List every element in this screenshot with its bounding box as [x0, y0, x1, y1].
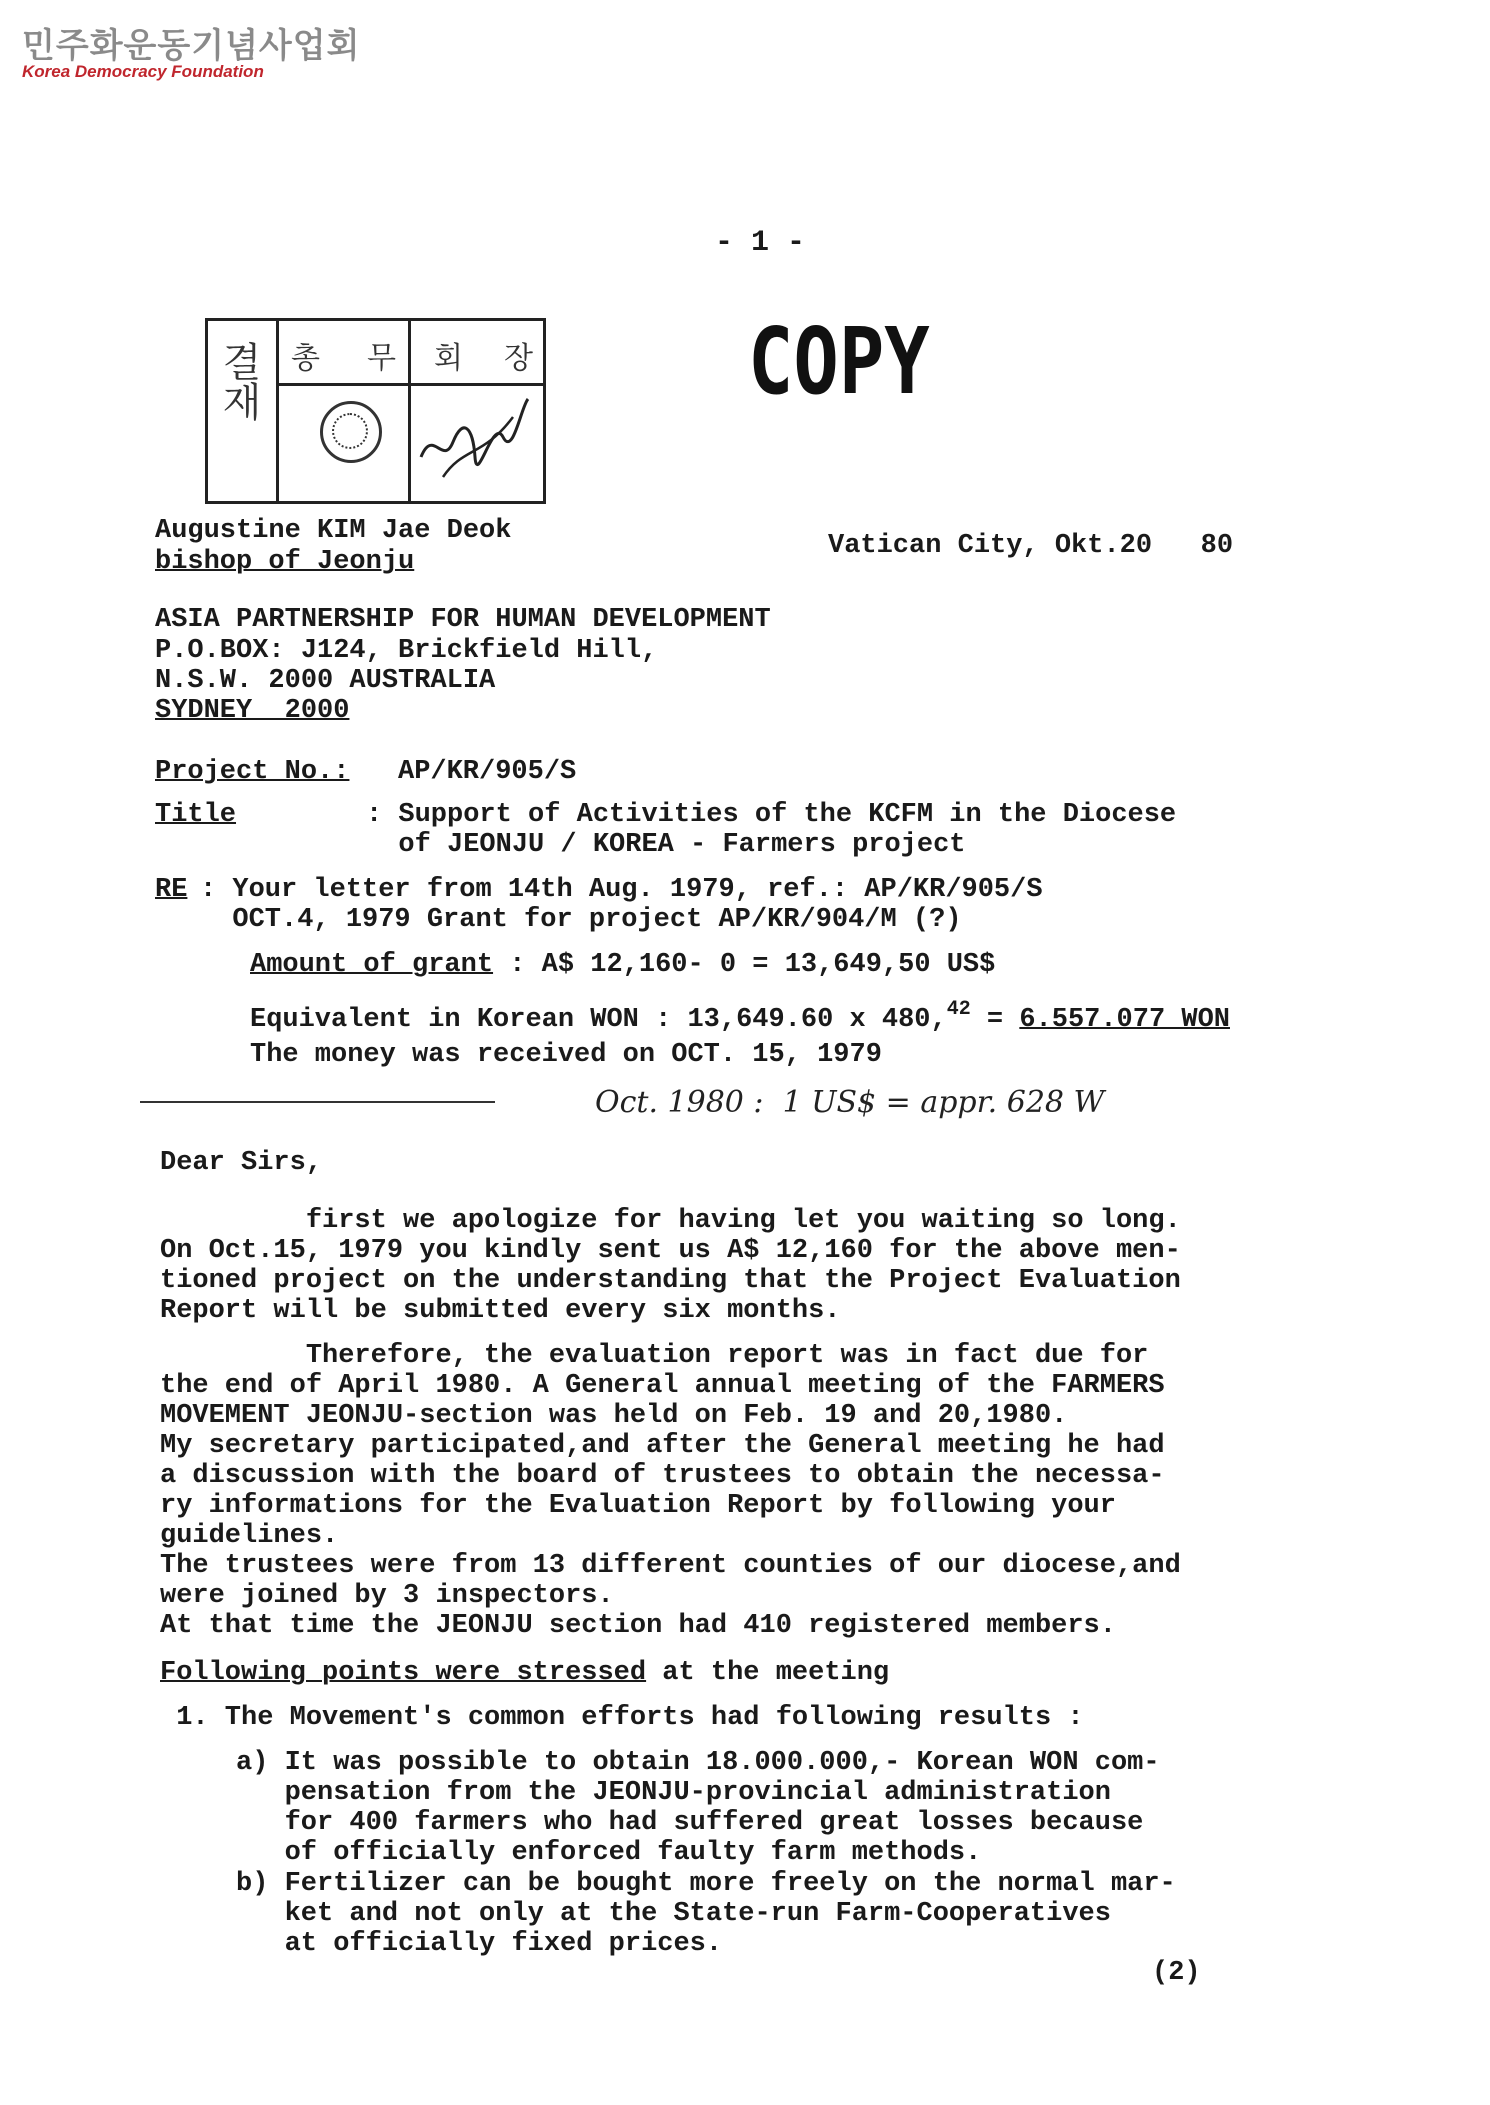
re-line: : Your letter from 14th Aug. 1979, ref.: AP/KR/905/S: [200, 875, 1043, 905]
seal-icon: [320, 401, 382, 463]
paragraph: first we apologize for having let you waiting so long. On Oct.15, 1979 you kindly sent us A$ 12,160 for the above men- tioned project on the understanding that the Project Evaluation Report will be submitted every six months.: [160, 1206, 1181, 1326]
project-label: Project No.:: [155, 757, 350, 787]
sender-title: bishop of Jeonju: [155, 547, 415, 577]
continued-page-marker: (2): [1152, 1958, 1201, 1988]
equivalent-separator: =: [970, 1005, 1020, 1035]
equivalent-label: Equivalent in Korean WON : 13,649.60 x 480,: [250, 1005, 947, 1035]
recipient-line: N.S.W. 2000 AUSTRALIA: [155, 666, 496, 696]
paragraph: Therefore, the evaluation report was in fact due for the end of April 1980. A General annual meeting of the FARMERS MOVEMENT JEONJU-section was held on Feb. 19 and 20,1980. My secretary participated,and after the General meeting he had a discussion with the board of trustees to obtain the necessa- ry informations for the Evaluation Report by following your guidelines. The trustees were from 13 different counties of our diocese,and were joined by 3 inspectors. At that time the JEONJU section had 410 registered members.: [160, 1341, 1181, 1641]
title-value: : Support of Activities of the KCFM in the Diocese of JEONJU / KOREA - Farmers project: [366, 800, 1177, 860]
page-number: - 1 -: [715, 226, 806, 260]
points-heading-rest: at the meeting: [646, 1658, 890, 1688]
signature-icon: [413, 387, 533, 487]
equivalent-total: 6.557.077 WON: [1019, 1005, 1230, 1035]
approval-header: 장: [504, 341, 533, 376]
title-label: Title: [155, 800, 237, 830]
approval-header: 총: [291, 341, 320, 376]
recipient-line: P.O.BOX: J124, Brickfield Hill,: [155, 636, 658, 666]
recipient-line: ASIA PARTNERSHIP FOR HUMAN DEVELOPMENT: [155, 605, 771, 635]
approval-stamp: [205, 318, 546, 504]
salutation: Dear Sirs,: [160, 1148, 323, 1178]
point-subitem: a) It was possible to obtain 18.000.000,- Korean WON com- pensation from the JEONJU-provincial administration for 400 farmers who had suffered great losses because of officially enforced faulty farm methods.: [236, 1748, 1160, 1868]
watermark-korean: 민주화운동기념사업회: [22, 26, 361, 66]
approval-header-row: [279, 321, 543, 386]
money-received: The money was received on OCT. 15, 1979: [250, 1040, 882, 1070]
re-label: RE: [155, 875, 188, 905]
sender-name: Augustine KIM Jae Deok: [155, 516, 512, 546]
point-subitem: b) Fertilizer can be bought more freely on the normal mar- ket and not only at the State-run Farm-Cooperatives at officially fixed prices.: [236, 1869, 1176, 1959]
re-line: OCT.4, 1979 Grant for project AP/KR/904/M (?): [200, 905, 962, 935]
watermark-english: Korea Democracy Foundation: [22, 62, 264, 81]
handwritten-note: Oct. 1980 : 1 US$ = appr. 628 W: [595, 1085, 1105, 1120]
separator-line: [140, 1101, 495, 1103]
amount-label: Amount of grant: [250, 950, 494, 980]
equivalent-superscript: 42: [946, 998, 971, 1021]
recipient-line: SYDNEY 2000: [155, 696, 350, 726]
point-item: 1. The Movement's common efforts had following results :: [160, 1703, 1084, 1733]
approval-label: 결 재: [208, 321, 279, 501]
approval-divider: [408, 321, 411, 501]
approval-header: 회: [434, 341, 463, 376]
amount-value: : A$ 12,160- 0 = 13,649,50 US$: [493, 950, 996, 980]
approval-header: 무: [367, 341, 396, 376]
copy-stamp: COPY: [748, 308, 930, 415]
points-heading: Following points were stressed: [160, 1658, 647, 1688]
place-date: Vatican City, Okt.20 80: [828, 531, 1234, 561]
project-number: AP/KR/905/S: [398, 757, 577, 787]
